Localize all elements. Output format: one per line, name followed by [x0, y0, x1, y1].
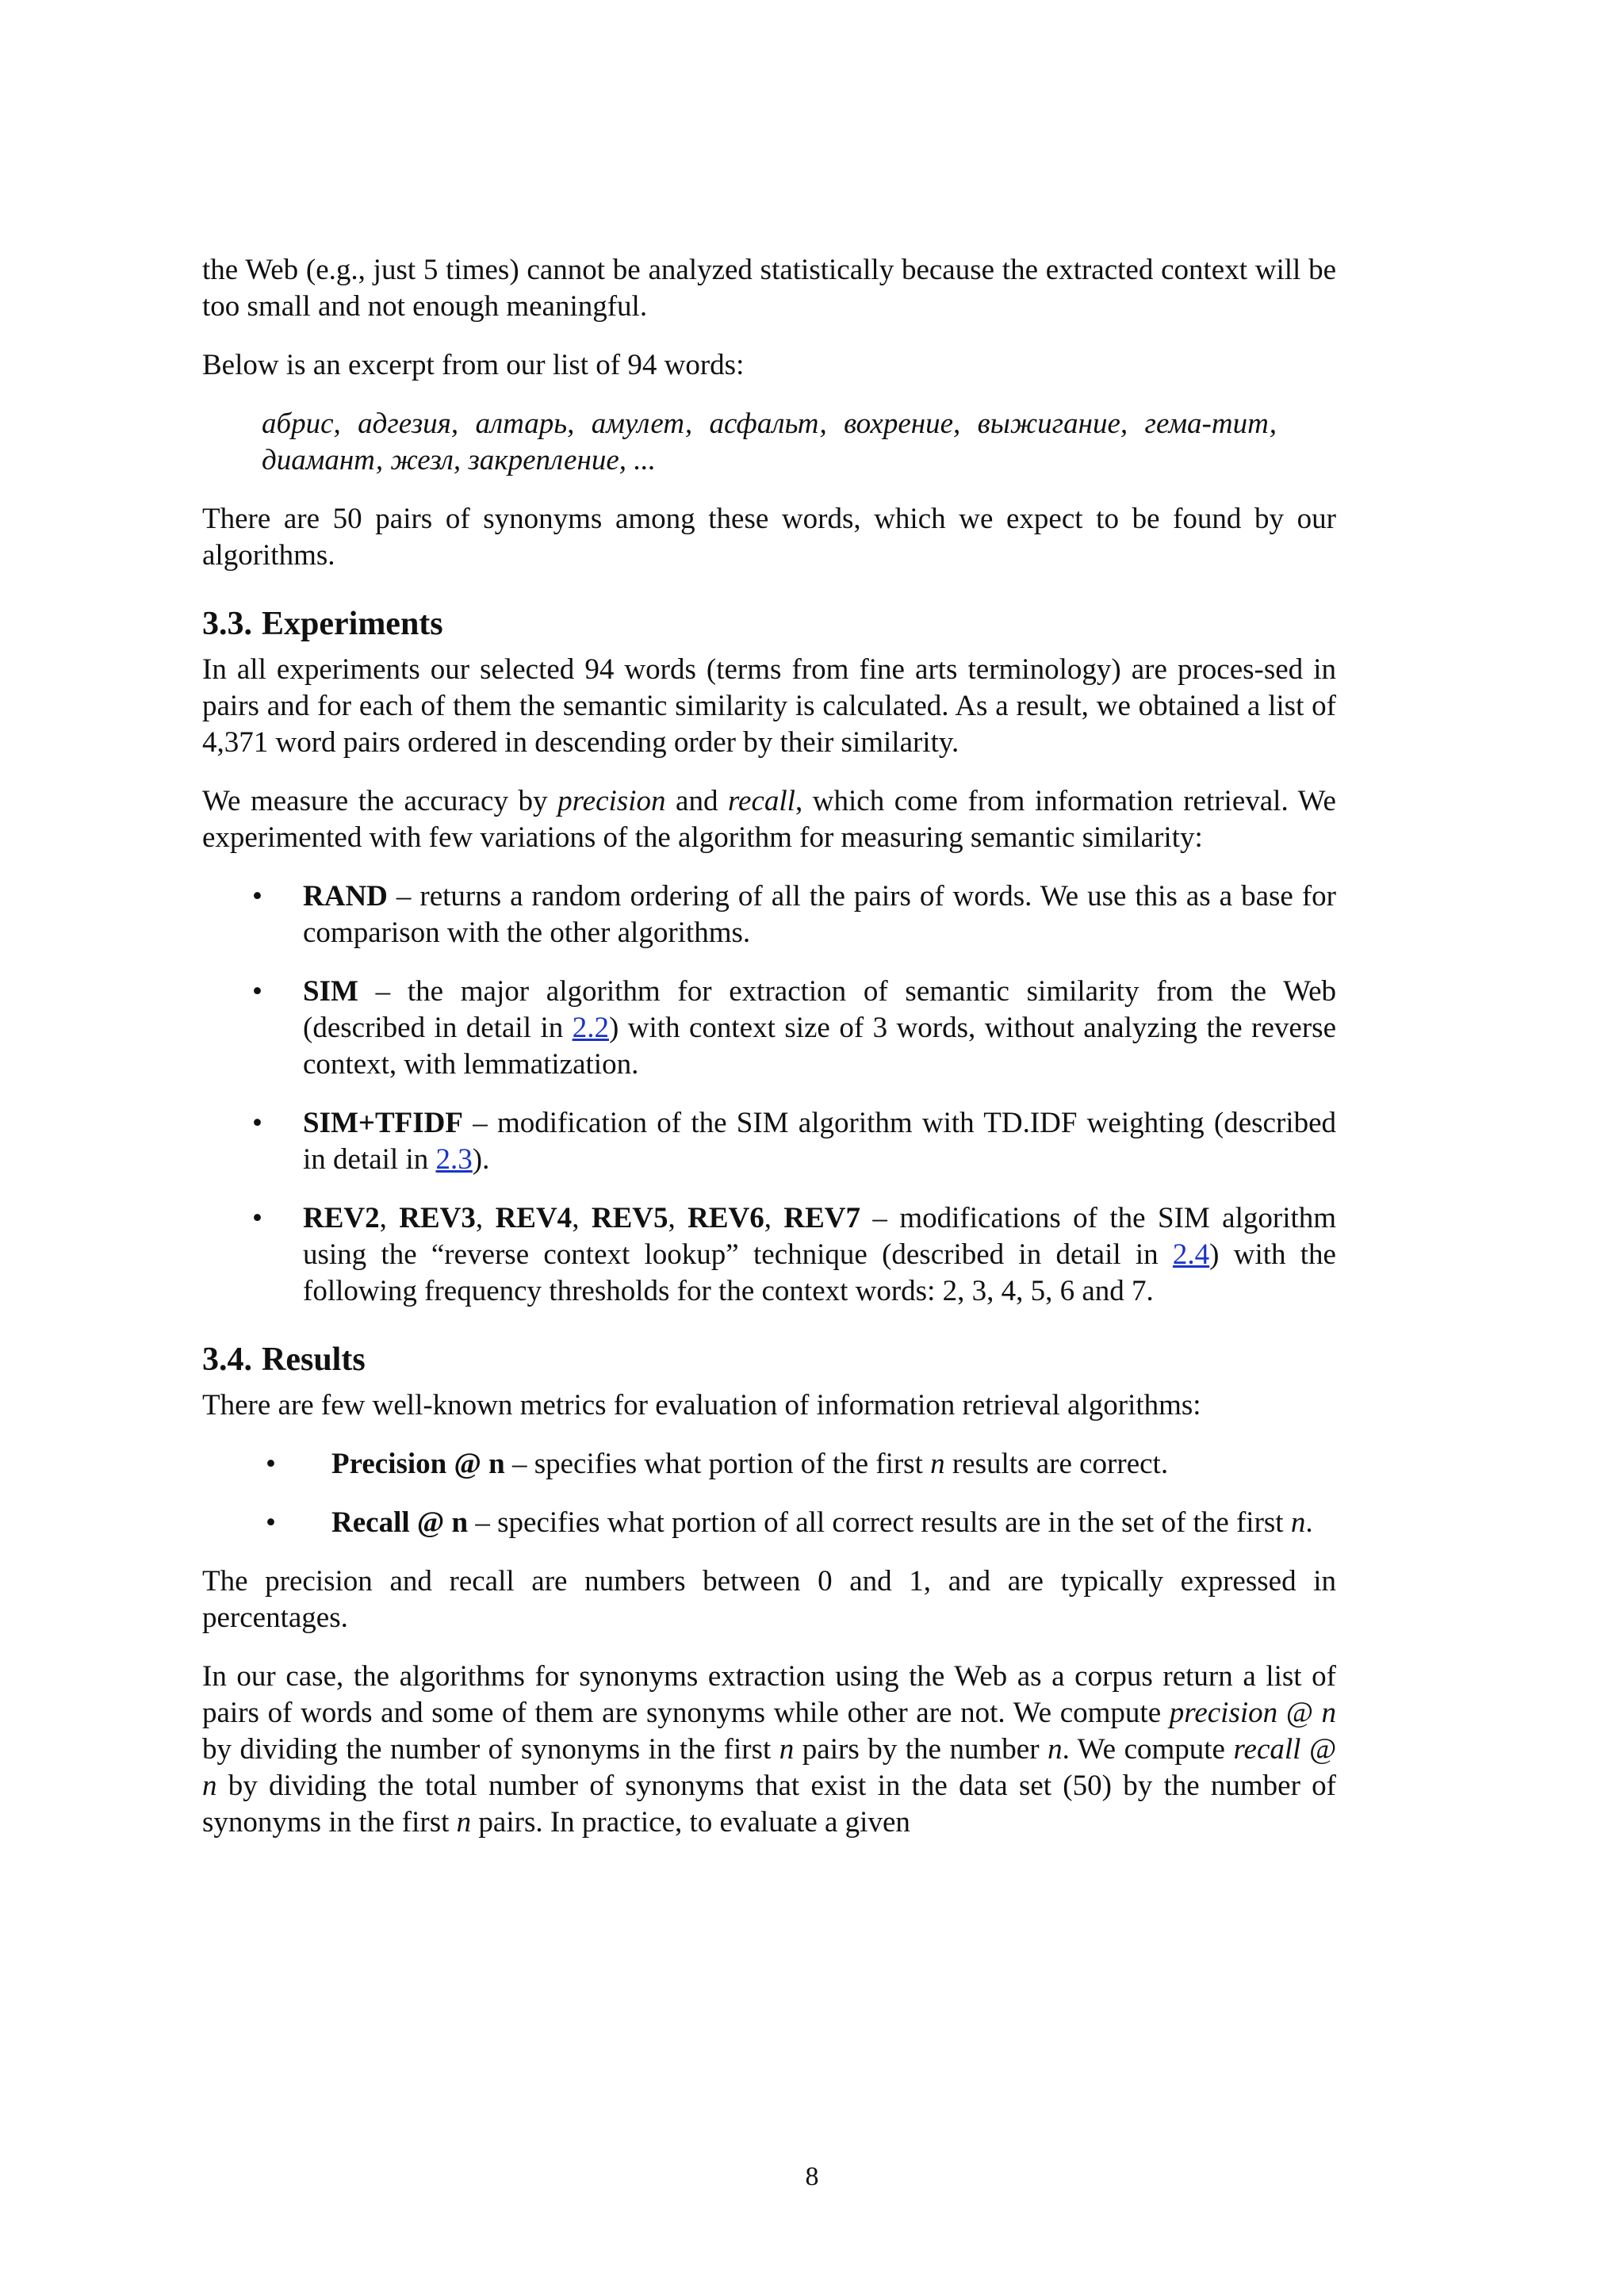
list-item-sim — [202, 974, 1336, 1083]
term: REV6 — [688, 1202, 764, 1234]
bullet-icon: • — [252, 1202, 262, 1234]
algorithm-list — [202, 878, 1336, 1310]
bullet-icon: • — [266, 1448, 276, 1480]
variable-n: n — [930, 1448, 945, 1480]
section-link-2-4[interactable]: 2.4 — [1172, 1238, 1210, 1271]
list-item-precision — [202, 1446, 1336, 1483]
term: SIM+TFIDF — [303, 1107, 463, 1139]
paragraph: In all experiments our selected 94 words (terms from fine arts terminology) are proces-sed in pairs and for each of them the semantic similarity is calculated. As a result, we obtained a list of 4,371 word pairs ordered in descending order by their similarity. — [202, 653, 1336, 759]
bullet-icon: • — [266, 1506, 276, 1539]
term: REV2 — [303, 1202, 380, 1234]
text: ) with context size of 3 words, without analyzing the reverse context, with lemmatization. — [303, 1012, 1336, 1081]
term-precision: precision — [557, 785, 666, 817]
term: REV3 — [399, 1202, 476, 1234]
separator: , — [668, 1202, 688, 1234]
metric-list — [202, 1446, 1336, 1541]
term-precision-at-n: precision @ n — [1169, 1697, 1336, 1729]
text: – specifies what portion of all correct results are in the set of the first — [468, 1506, 1291, 1539]
text: results are correct. — [944, 1448, 1169, 1480]
term: REV4 — [495, 1202, 573, 1234]
text: by dividing the total number of synonyms that exist in the data set (50) by the number of synonyms in the first — [202, 1770, 1336, 1839]
paragraph: There are 50 pairs of synonyms among these words, which we expect to be found by our algorithms. — [202, 503, 1336, 572]
text: – the major algorithm for extraction of semantic similarity from the Web (described in detail in — [303, 975, 1336, 1044]
page-number: 8 — [805, 2162, 819, 2191]
text: In our case, the algorithms for synonyms extraction using the Web as a corpus return a list of pairs of words and some of them are synonyms while other are not. We compute — [202, 1660, 1336, 1729]
text: . — [1305, 1506, 1313, 1539]
text: – returns a random ordering of all the pairs of words. We use this as a base for comparison with the other algorithms. — [303, 880, 1336, 949]
section-link-2-2[interactable]: 2.2 — [572, 1012, 609, 1044]
variable-n: n — [1048, 1733, 1063, 1766]
list-item-rev — [202, 1200, 1336, 1310]
section-link-2-3[interactable]: 2.3 — [435, 1143, 473, 1176]
term: RAND — [303, 880, 388, 913]
text: by dividing the number of synonyms in the first — [202, 1733, 779, 1766]
section-title: Experiments — [262, 606, 443, 642]
text: and — [665, 785, 729, 817]
list-item-sim-tfidf — [202, 1105, 1336, 1178]
page-body — [202, 252, 1336, 1863]
text: pairs by the number — [794, 1733, 1048, 1766]
text: – specifies what portion of the first — [504, 1448, 931, 1480]
variable-n: n — [779, 1733, 795, 1766]
section-number: 3.3. — [202, 606, 252, 642]
separator: , — [475, 1202, 496, 1234]
text: , which come from information retrieval. We experimented with few variations of the algorithm for measuring semantic similarity: — [202, 785, 1336, 854]
term: Recall @ n — [331, 1506, 469, 1539]
list-item-recall — [202, 1505, 1336, 1541]
term-recall: recall — [728, 785, 795, 817]
paragraph — [202, 1659, 1336, 1841]
section-title: Results — [262, 1341, 366, 1378]
paragraph: There are few well-known metrics for evaluation of information retrieval algorithms: — [202, 1389, 1201, 1422]
term-recall-at-n: recall @ n — [202, 1733, 1337, 1802]
paragraph — [202, 783, 1336, 856]
separator: , — [572, 1202, 592, 1234]
term: Precision @ n — [331, 1448, 505, 1480]
text: . We compute — [1062, 1733, 1234, 1766]
word-list-excerpt: абрис, адгезия, алтарь, амулет, асфальт, вохрение, выжигание, гема-тит, диамант, жезл, закрепление, ... — [262, 408, 1277, 476]
paragraph: The precision and recall are numbers between 0 and 1, and are typically expressed in percentages. — [202, 1565, 1336, 1634]
variable-n: n — [456, 1806, 472, 1839]
list-item-rand — [202, 878, 1336, 951]
bullet-icon: • — [252, 880, 262, 913]
text: – modifications of the SIM algorithm using the “reverse context lookup” technique (described in detail in — [303, 1202, 1337, 1271]
section-heading-3-3 — [202, 604, 1336, 644]
term: SIM — [303, 975, 358, 1008]
text: ) with the following frequency thresholds for the context words: 2, 3, 4, 5, 6 and 7. — [303, 1238, 1336, 1307]
bullet-icon: • — [252, 1107, 262, 1139]
text: pairs. In practice, to evaluate a given — [471, 1806, 910, 1839]
text: ). — [472, 1143, 490, 1176]
term: REV5 — [591, 1202, 668, 1234]
separator: , — [764, 1202, 784, 1234]
paragraph: the Web (e.g., just 5 times) cannot be analyzed statistically because the extracted context will be too small and not enough meaningful. — [202, 254, 1336, 323]
text: We measure the accuracy by — [202, 785, 558, 817]
separator: , — [379, 1202, 400, 1234]
term: REV7 — [783, 1202, 861, 1234]
variable-n: n — [1290, 1506, 1306, 1539]
section-heading-3-4 — [202, 1340, 1336, 1380]
text: – modification of the SIM algorithm with TD.IDF weighting (described in detail in — [303, 1107, 1336, 1176]
bullet-icon: • — [252, 975, 262, 1008]
paragraph: Below is an excerpt from our list of 94 words: — [202, 349, 745, 381]
section-number: 3.4. — [202, 1341, 252, 1378]
